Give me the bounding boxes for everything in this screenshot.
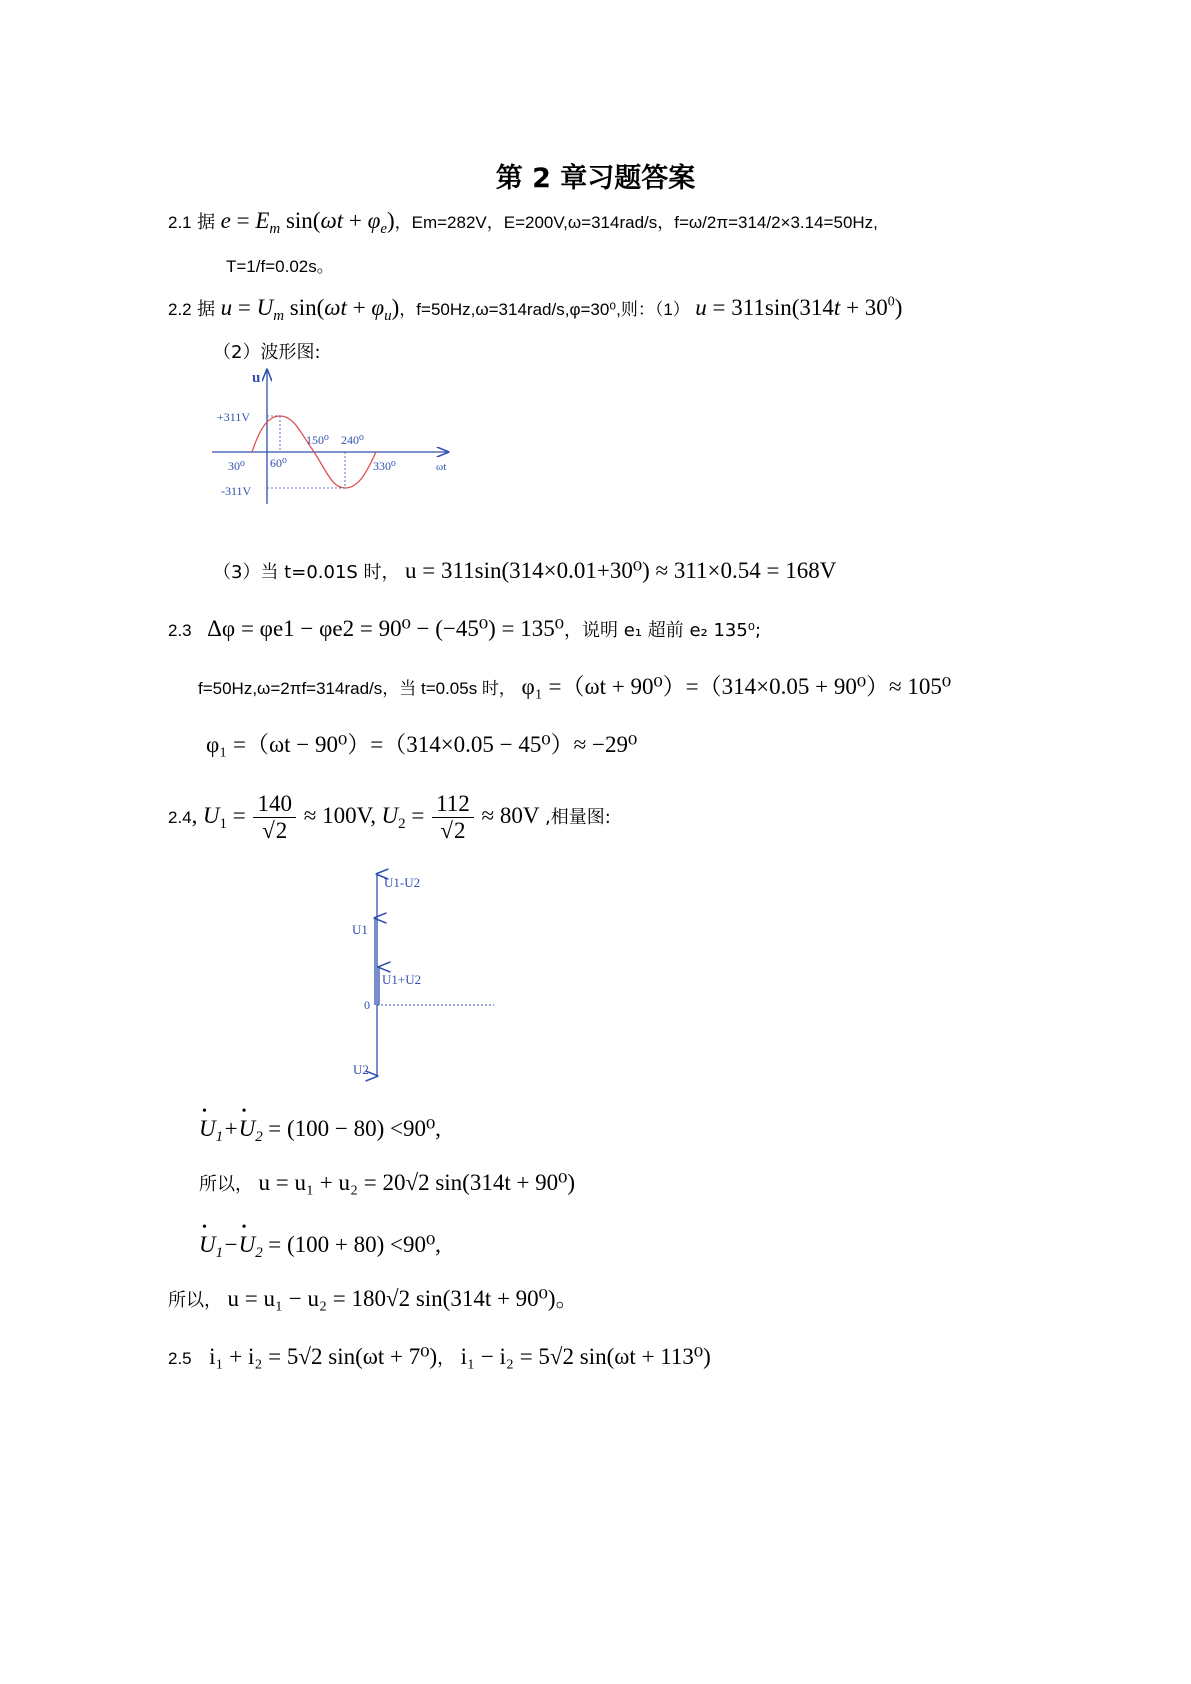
phasor-diagram (344, 866, 504, 1086)
formula-u: $u = U_m$ $\sin(\omega t + \varphi_u)$ (220, 295, 400, 325)
label-origin: 0 (364, 998, 370, 1012)
tick-30: 30⁰ (228, 459, 245, 473)
label-u2: U2 (353, 1062, 369, 1077)
problem-2-3-line2: f=50Hz,ω=2πf=314rad/s，当 t=0.05s 时， φ₁ =（ωt + 90⁰）=（314×0.05 + 90⁰）≈ 105⁰ (198, 674, 952, 699)
tick-330: 330⁰ (373, 459, 396, 473)
formula-phase-diff: Δφ = φe1 − φe2 = 90⁰ − (−45⁰) = 135⁰ (207, 616, 564, 641)
formula-u-diff: u = u₁ − u₂ = 180√2 sin(314t + 90⁰)。 (227, 1286, 579, 1311)
problem-2-3: 2.3 Δφ = φe1 − φe2 = 90⁰ − (−45⁰) = 135⁰，说明 e₁ 超前 e₂ 135⁰; (168, 616, 762, 641)
label-u1: U1 (352, 922, 368, 937)
formula-u-result: $u = 311\sin(314t + 30^0)$ (695, 293, 903, 320)
phasor-diff: • $U_1-•$ $U_2 = (100 + 80) <90^0$, (199, 1230, 441, 1268)
tick-60: 60⁰ (270, 456, 287, 470)
page-title: 第 2 章习题答案 (495, 163, 696, 194)
problem-2-5: 2.5 i₁ + i₂ = 5√2 sin(ωt + 7⁰)， i₁ − i₂ = 5√2 sin(ωt + 113⁰) (168, 1344, 711, 1369)
diff-result: 所以， u = u₁ − u₂ = 180√2 sin(314t + 90⁰)。 (168, 1286, 579, 1311)
label-u1-minus-u2: U1-U2 (384, 875, 421, 890)
formula-phi1-a: φ₁ =（ωt + 90⁰）=（314×0.05 + 90⁰）≈ 105⁰ (521, 674, 952, 699)
pos-peak-label: +311V (217, 410, 250, 424)
given-values: ，f=50Hz,ω=314rad/s,φ=30⁰,则：（1） (399, 300, 690, 319)
problem-2-1: 2.1 据 $e = E_m$ $\sin(\omega t + \varphi_e)$，Em=282V，E=200V,ω=314rad/s，f=ω/2π=314/2×3.14=50Hz, (168, 208, 878, 238)
phasor-sum: • $U_1+•$ $U_2 = (100 - 80) <90^0$, (199, 1114, 441, 1152)
problem-2-3-line3 (206, 730, 637, 760)
formula-u1: $U_1$ = $\frac{140}{√2}$ ≈ 100V, (202, 791, 376, 844)
problem-2-2: 2.2 据 $u = U_m$ $\sin(\omega t + \varphi_u)$，f=50Hz,ω=314rad/s,φ=30⁰,则：（1） $u = 311\sin(314t + 30^0)$ (168, 293, 903, 325)
x-axis-label: ωt (436, 461, 447, 473)
waveform-diagram (208, 364, 468, 514)
waveform-label: （2）波形图: (213, 342, 321, 363)
problem-2-1-period: T=1/f=0.02s。 (226, 257, 334, 276)
problem-2-4: 2.4, $U_1$ = $\frac{140}{√2}$ ≈ 100V, $U_2$ = $\frac{112}{√2}$ ≈ 80V ,相量图: (168, 791, 611, 844)
tick-240: 240⁰ (341, 433, 364, 447)
problem-number: 2.1 (168, 213, 192, 232)
problem-2-2-part3: （3）当 t=0.01S 时， u = 311sin(314×0.01+30⁰) ≈ 311×0.54 = 168V (213, 558, 837, 583)
formula-i-sum: i₁ + i₂ = 5√2 sin(ωt + 7⁰) (209, 1344, 438, 1369)
formula-e: $e = E_m$ $\sin(\omega t + \varphi_e)$ (220, 208, 395, 238)
given-values: ，Em=282V，E=200V,ω=314rad/s，f=ω/2π=314/2×3.14=50Hz, (394, 213, 878, 232)
formula-phi1-b: φ₁ =（ωt − 90⁰）=（314×0.05 − 45⁰）≈ −29⁰ (206, 732, 638, 757)
y-axis-label: u (252, 370, 261, 386)
label-u1-plus-u2: U1+U2 (382, 972, 422, 987)
formula-u-sum: u = u₁ + u₂ = 20√2 sin(314t + 90⁰) (258, 1170, 576, 1195)
formula-u-at-t: u = 311sin(314×0.01+30⁰) ≈ 311×0.54 = 168V (405, 558, 837, 583)
formula-i-diff: i₁ − i₂ = 5√2 sin(ωt + 113⁰) (460, 1344, 711, 1369)
formula-u2: $U_2$ = $\frac{112}{√2}$ ≈ 80V (381, 791, 540, 844)
sum-result: 所以， u = u₁ + u₂ = 20√2 sin(314t + 90⁰) (199, 1170, 576, 1195)
neg-peak-label: -311V (221, 484, 252, 498)
tick-150: 150⁰ (306, 433, 329, 447)
